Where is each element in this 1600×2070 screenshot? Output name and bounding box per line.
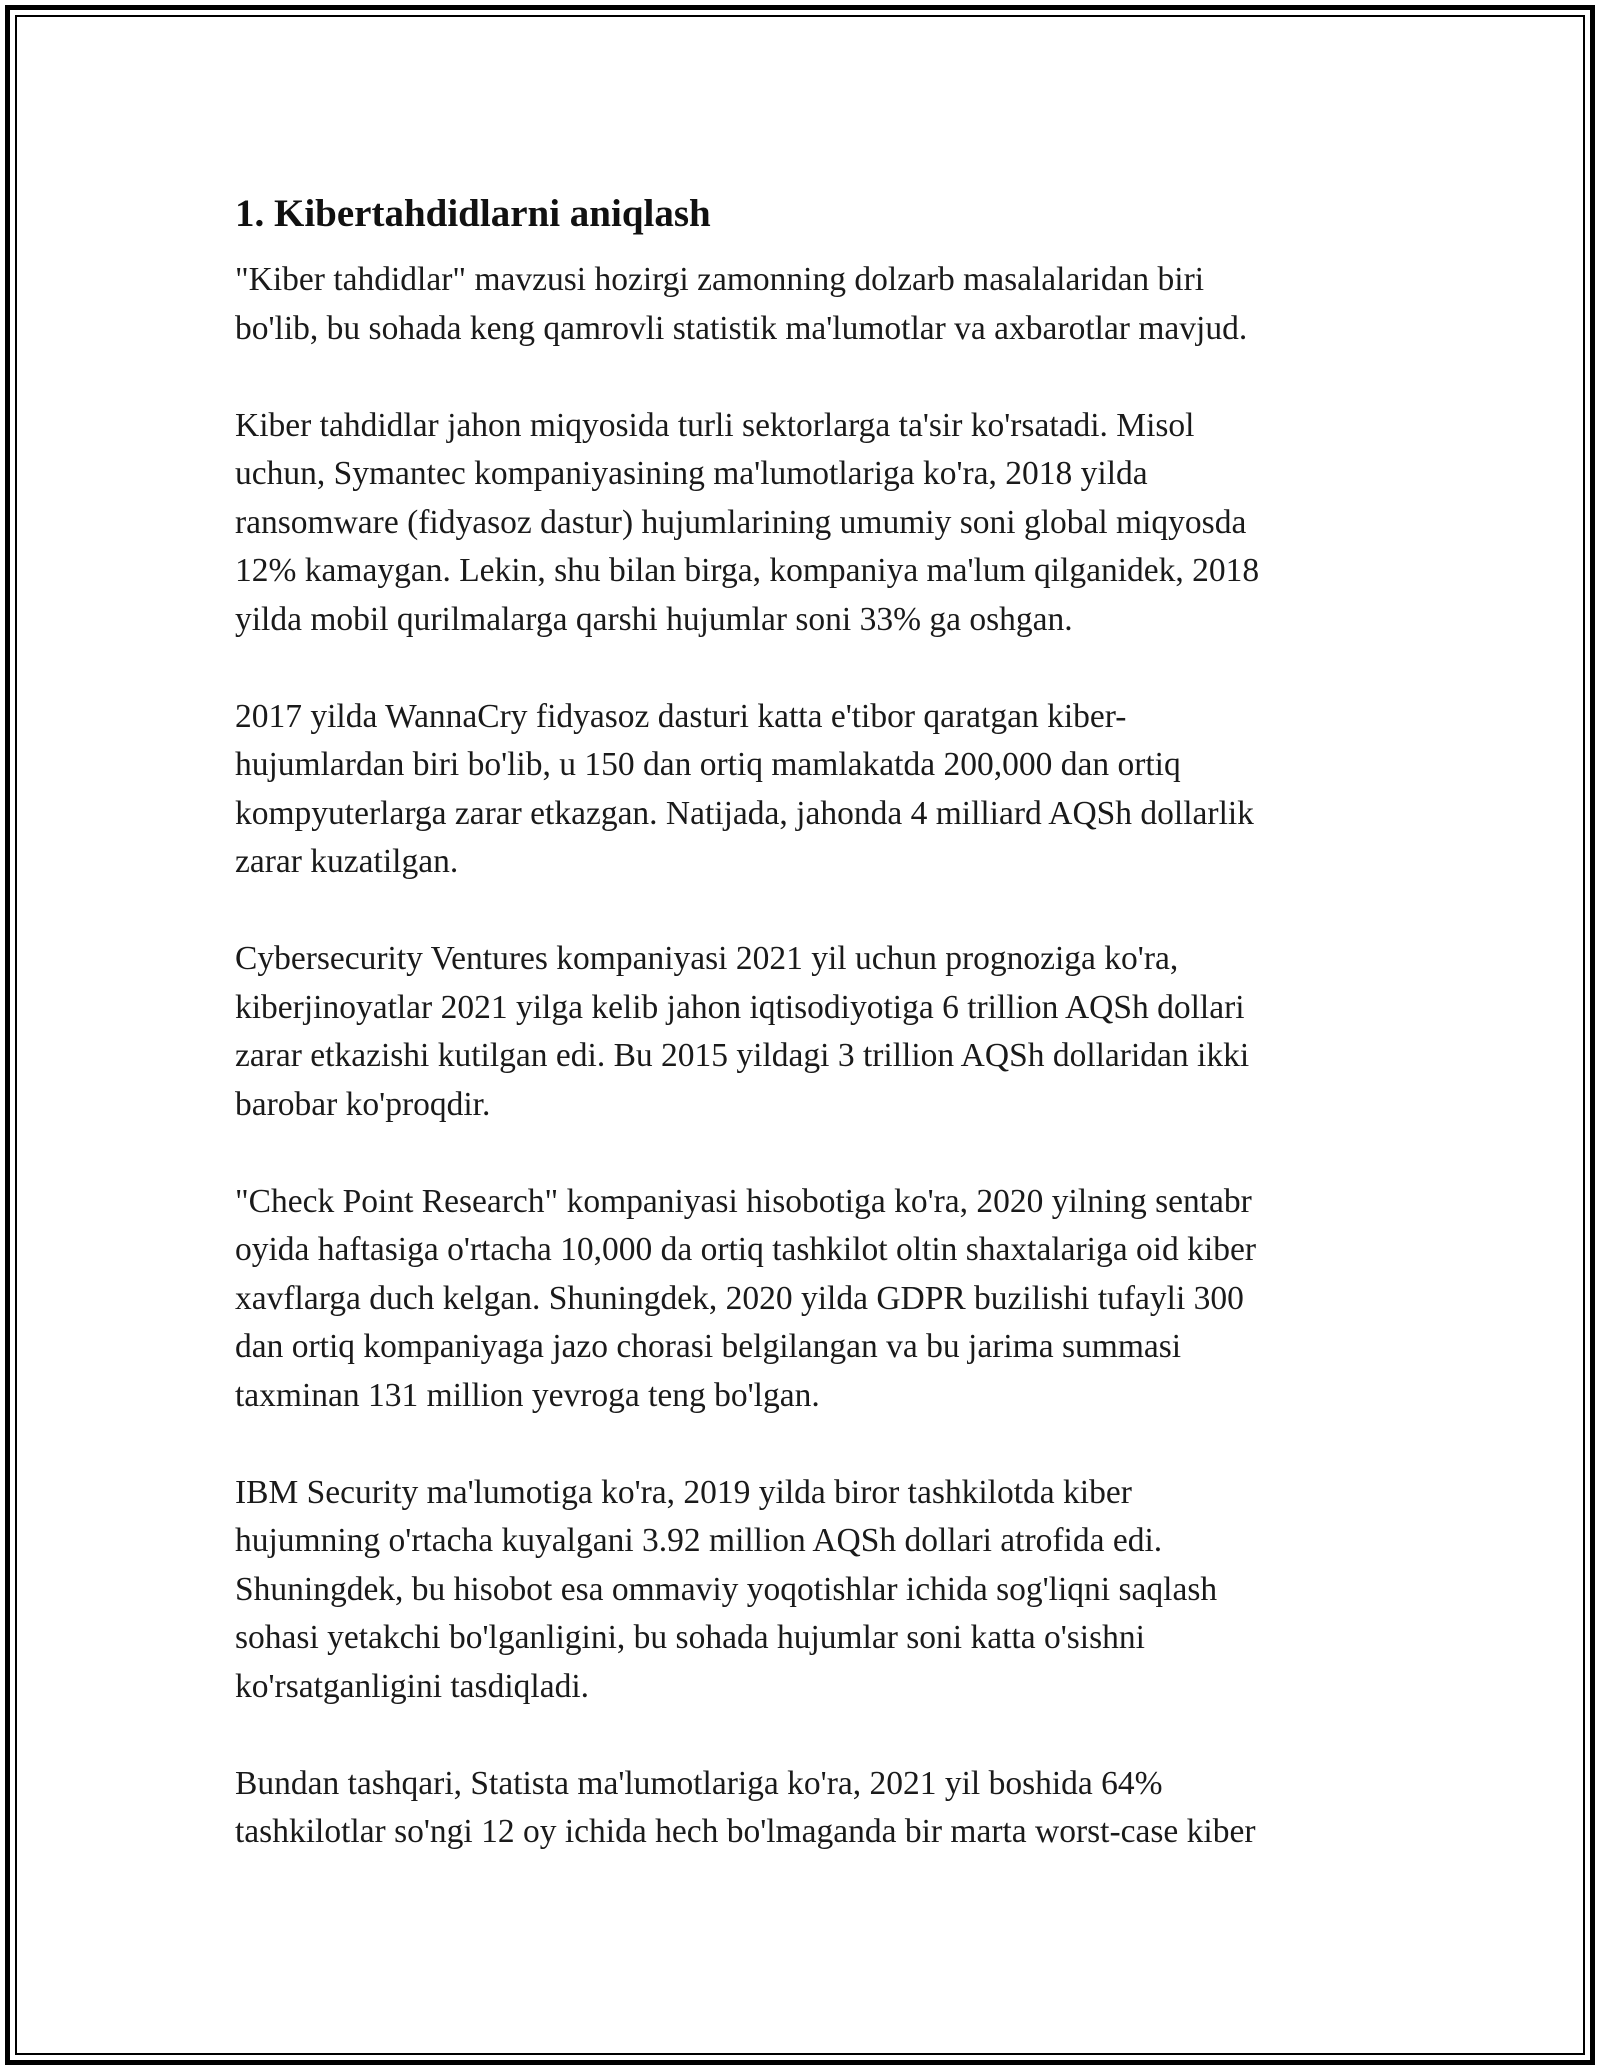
paragraph-line: barobar ko'proqdir. (235, 1085, 491, 1123)
paragraph-line: taxminan 131 million yevroga teng bo'lgan. (235, 1376, 820, 1414)
paragraph-wannacry (235, 693, 1370, 887)
paragraph-line: oyida haftasiga o'rtacha 10,000 da ortiq tashkilot oltin shaxtalariga oid kiber (235, 1231, 1256, 1268)
paragraph-line: kiberjinoyatlar 2021 yilga kelib jahon iqtisodiyotiga 6 trillion AQSh dollari (235, 988, 1245, 1026)
paragraph-ibm-security (235, 1469, 1370, 1712)
paragraph-symantec (235, 402, 1370, 645)
paragraph-line: dan ortiq kompaniyaga jazo chorasi belgilangan va bu jarima summasi (235, 1328, 1182, 1365)
paragraph-line: ko'rsatganligini tasdiqladi. (235, 1667, 590, 1705)
paragraph-statista (235, 1760, 1370, 1857)
document-body (235, 184, 1370, 1905)
paragraph-line: Kiber tahdidlar jahon miqyosida turli sektorlarga ta'sir ko'rsatadi. Misol (235, 406, 1195, 444)
paragraph-line: tashkilotlar so'ngi 12 oy ichida hech bo'lmaganda bir marta worst-case kiber (235, 1813, 1256, 1850)
paragraph-line: 2017 yilda WannaCry fidyasoz dasturi katta e'tibor qaratgan kiber- (235, 697, 1127, 735)
paragraph-line: "Kiber tahdidlar" mavzusi hozirgi zamonning dolzarb masalalaridan biri (235, 261, 1205, 298)
paragraph-line: bo'lib, bu sohada keng qamrovli statistik ma'lumotlar va axbarotlar mavjud. (235, 309, 1248, 347)
paragraph-line: zarar etkazishi kutilgan edi. Bu 2015 yildagi 3 trillion AQSh dollaridan ikki (235, 1037, 1250, 1074)
paragraph-line: uchun, Symantec kompaniyasining ma'lumotlariga ko'ra, 2018 yilda (235, 455, 1148, 492)
paragraph-line: "Check Point Research" kompaniyasi hisobotiga ko'ra, 2020 yilning sentabr (235, 1182, 1252, 1220)
paragraph-line: Cybersecurity Ventures kompaniyasi 2021 yil uchun prognoziga ko'ra, (235, 940, 1179, 977)
paragraph-line: hujumlardan biri bo'lib, u 150 dan ortiq mamlakatda 200,000 dan ortiq (235, 746, 1181, 783)
paragraph-line: kompyuterlarga zarar etkazgan. Natijada, jahonda 4 milliard AQSh dollarlik (235, 794, 1254, 832)
paragraph-line: ransomware (fidyasoz dastur) hujumlarining umumiy soni global miqyosda (235, 503, 1247, 541)
paragraph-line: Shuningdek, bu hisobot esa ommaviy yoqotishlar ichida sog'liqni saqlash (235, 1570, 1218, 1608)
paragraph-line: 12% kamaygan. Lekin, shu bilan birga, kompaniya ma'lum qilganidek, 2018 (235, 552, 1260, 589)
paragraph-line: xavflarga duch kelgan. Shuningdek, 2020 yilda GDPR buzilishi tufayli 300 (235, 1279, 1244, 1317)
paragraph-line: IBM Security ma'lumotiga ko'ra, 2019 yilda biror tashkilotda kiber (235, 1473, 1132, 1511)
paragraph-line: yilda mobil qurilmalarga qarshi hujumlar soni 33% ga oshgan. (235, 600, 1073, 638)
paragraph-line: sohasi yetakchi bo'lganligini, bu sohada hujumlar soni katta o'sishni (235, 1619, 1145, 1656)
paragraph-check-point (235, 1178, 1370, 1421)
paragraph-intro (235, 256, 1370, 353)
section-heading: 1. Kibertahdidlarni aniqlash (235, 192, 711, 235)
paragraph-line: zarar kuzatilgan. (235, 843, 459, 880)
paragraph-line: hujumning o'rtacha kuyalgani 3.92 million AQSh dollari atrofida edi. (235, 1522, 1163, 1559)
paragraph-line: Bundan tashqari, Statista ma'lumotlariga ko'ra, 2021 yil boshida 64% (235, 1764, 1163, 1802)
paragraph-cybersecurity-ventures (235, 935, 1370, 1129)
